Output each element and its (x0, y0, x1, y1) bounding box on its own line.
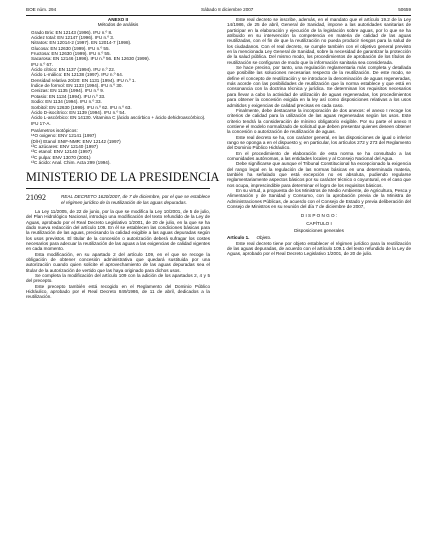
isotopic-list (26, 133, 210, 165)
method-item: IFU n.º 67. (31, 61, 53, 67)
body-paragraph: En su virtud, a propuesta de los Ministros de Medio Ambiente, de Agricultura, Pesca y Alimentación y de Sanidad y Consumo, con la aprobación previa de la Ministra de Administraciones Públicas, de acuerdo con el Consejo de Estado y previa deliberación del Consejo de Ministros en su reunión del día 7 de diciembre de 2007, (227, 188, 411, 210)
method-item: Sodio: EN 1134 (1994). IFU n.º 33. (31, 99, 102, 105)
article-label: Artículo 1. (227, 235, 250, 241)
method-item: Ácido D-isocítrico: EN 1139 (1994). IFU n.º 54. (31, 109, 126, 115)
method-item: Ácido L-málico: EN 12138 (1997). IFU n.º 64. (31, 72, 124, 78)
right-column (227, 17, 411, 257)
article-title: Objeto. (256, 235, 272, 241)
method-item: Acidez total: EN 12147 (1996). IFU n.º 3. (31, 35, 115, 41)
ministry-rule (26, 188, 210, 189)
body-paragraph: Se completa la modificación del artículo 109 con la adición de los apartados 2, 4 y 5 del precepto. (26, 273, 210, 284)
method-item: Densidad relativa 20/20: EN 1131 (1994). IFU n.º 1. (31, 77, 136, 83)
method-item: Potasio: EN 1134 (1994). IFU n.º 33. (31, 93, 106, 99)
decree-number: 21092 (26, 193, 46, 203)
isotopic-item: ¹³C pulpa: ENV 13070 (2001) (31, 154, 91, 160)
method-item: Fructosa: EN 12630 (1999). IFU n.º 55. (31, 51, 111, 57)
body-paragraph: Este precepto también está recogido en el Reglamento del Dominio Público Hidráulico, aprobado por el Real Decreto 849/1986, de 11 de abril, dedicados a la reutilización. (26, 283, 210, 300)
method-item: Ácido cítrico: EN 1137 (1994). IFU n.º 22. (31, 67, 116, 73)
method-item: Nitratos: EN 12014-2 (1997). EN 12014-7 (1998). (31, 40, 132, 46)
method-item: Sacarosa: EN 12146 (1996). IFU n.º 56. EN 12630 (1999). (31, 56, 150, 62)
isotopic-item: ¹³C etanol: ENV 12140 (1997) (31, 149, 92, 155)
gazette-issue: BOE núm. 294 (26, 7, 57, 12)
body-paragraph: En el procedimiento de elaboración de esta norma se ha consultado a las comunidades autónomas, a las entidades locales y al Consejo Nacional del Agua. (227, 150, 411, 161)
article-text: Este real decreto tiene por objeto establecer el régimen jurídico para la reutilización de las aguas depuradas, de acuerdo con el artículo 109.1 del texto refundido de la Ley de Aguas, aprobado por el Real Decreto Legislativo 1/2001, de 20 de julio. (227, 240, 411, 257)
gazette-date: Sábado 8 diciembre 2007 (201, 7, 254, 12)
method-item: Glucosa: EN 12630 (1999). IFU n.º 55. (31, 45, 110, 51)
left-column (26, 17, 220, 300)
body-paragraph: Debe significarse que aunque el Tribunal Constitucional ha excepcionado la exigencia del rango legal en la regulación de las normas básicas en una determinada materia, también ha señalado que está excepción no es absoluta, pudiendo regularse reglamentariamente aspectos básicos por su carácter técnico o coyuntural, en el caso que nos ocupa, imprescindible para determinar el logro de los requisitos básicos. (227, 161, 411, 188)
header-rule (26, 15, 411, 16)
body-paragraph: Esta modificación, en su apartado 2 del artículo 109, en el que se recoge la obligación de obtener concesión administrativa que quedará sustituida por una autorización cuando quien solicite el aprovechamiento de las aguas depuradas sea el titular de la autorización de vertido que las haya originado para dichos usos. (26, 251, 210, 273)
ministry-heading: MINISTERIO DE LA PRESIDENCIA (26, 170, 220, 185)
dispongo-heading: D I S P O N G O : (300, 213, 338, 219)
isotopic-title: Parámetros isotópicos: (31, 127, 78, 133)
method-item: Índice de formol: EN 1133 (1994). IFU n.º 30. (31, 83, 123, 89)
annex-subtitle: Métodos de análisis (97, 22, 139, 28)
isotopic-item: (D/H) Etanol SNIF-NMR: ENV 12142 (1997) (31, 138, 121, 144)
chapter-heading: CAPÍTULO I (306, 220, 332, 226)
annex-title: ANEXO II (107, 17, 129, 22)
body-paragraph: Este real decreto se ha, con carácter general, en las disposiciones de igual o inferior rango se oponga a en el dispuesto y, en particular, los artículos 272 y 273 del Reglamento del Dominio Público Hidráulico. (227, 134, 411, 151)
body-paragraph: Finalmente, debe destacarse la incorporación de dos anexos: el anexo I recoge los criterios de calidad para la utilización de las aguas regeneradas según los usos. Este criterio tendrá la consideración de mínimo obligatorio exigible. Por su parte el anexo II contiene el modelo normalizado de solicitud que deben presentar quienes deseen obtener la concesión o autorización de reutilización de aguas. (227, 107, 411, 135)
method-item: Ácido L-ascórbico: EN 14130. Vitamina C (ácido ascórbico + ácido dehidroascórbico). IFU 17-A. (31, 115, 206, 126)
method-item: Grado Brix: EN 12143 (1996). IFU n.º 8. (31, 29, 113, 35)
isotopic-item: ¹³C ácido: Anal. Chim. Acta 299 (1994). (31, 159, 111, 165)
method-item: Cenizas: EN 1135 (1994). IFU n.º 9. (31, 88, 105, 94)
body-paragraph: Se hace preciso, por tanto, una regulación reglamentaria más completa y detallada que posibilite las soluciones necesarias respecto de la reutilización. De este modo, se define el concepto de reutilización y se introduce la denominación de aguas regeneradas, más acorde con las posibilidades de reutilización que la norma establece y que está en consonancia con la doctrina técnica y jurídica. Se determinan los requisitos necesarios para llevar a cabo la actividad de utilización de aguas regeneradas, los procedimientos para obtener la concesión exigida en la ley así como disposiciones relativas a los usos admitidos y exigencias de calidad precisas en cada caso. (227, 65, 411, 108)
page-number: 50659 (398, 7, 411, 12)
chapter-title: Disposiciones generales (294, 228, 344, 234)
isotopic-item: ¹³C azúcares: ENV 12140 (1997) (31, 143, 98, 149)
page-header (26, 5, 411, 14)
decree-block (26, 194, 210, 205)
body-paragraph: Este real decreto se inscribe, además, en el mandato que el artículo 19.2 de la Ley 14/1986, de 25 de abril, General de Sanidad, impone a las autoridades sanitarias de participar en la elaboración y ejecución de la legislación sobre aguas, por lo que se ha atribuido en su intervención la competencia en materia de calidad de las aguas reutilizadas, con el fin de que la reutilización no pueda producir riesgos para la salud de los ciudadanos. Con el real decreto, se cumple también con el objetivo general previsto en la mencionada Ley General de Sanidad, sobre la necesidad de garantizar la protección de la salud pública. Del mismo modo, los procedimientos de aprobación de los títulos de reutilización se configuran de modo que la información sanitaria sea considerada. (227, 17, 411, 65)
isotopic-item: ¹⁸O oxigeno: ENV 12141 (1997) (31, 133, 97, 139)
decree-summary: REAL DECRETO 1620/2007, de 7 de diciembre, por el que se establece el régimen jurídico de la reutilización de las aguas depuradas. (61, 194, 210, 205)
body-paragraph: La Ley 11/2005, de 22 de junio, por la que se modifica la Ley 10/2001, de 5 de julio, del Plan Hidrológico Nacional, introdujo una modificación del texto refundido de la Ley de Aguas, aprobado por el Real Decreto Legislativo 1/2001, de 20 de julio, en la que se ha dado nueva redacción del artículo 109. En él se establecen las condiciones básicas para la reutilización de las aguas, precisando la calidad exigible a las aguas depuradas según los usos previstos. El titular de la concesión o autorización deberá sufragar los costes necesarios para adecuar la reutilización de las aguas a las exigencias de calidad vigentes en cada momento. (26, 208, 210, 252)
method-item: Sorbitol: EN 12630 (1999). IFU n.º 62. IFU n.º 63. (31, 104, 132, 110)
methods-list (26, 30, 210, 126)
